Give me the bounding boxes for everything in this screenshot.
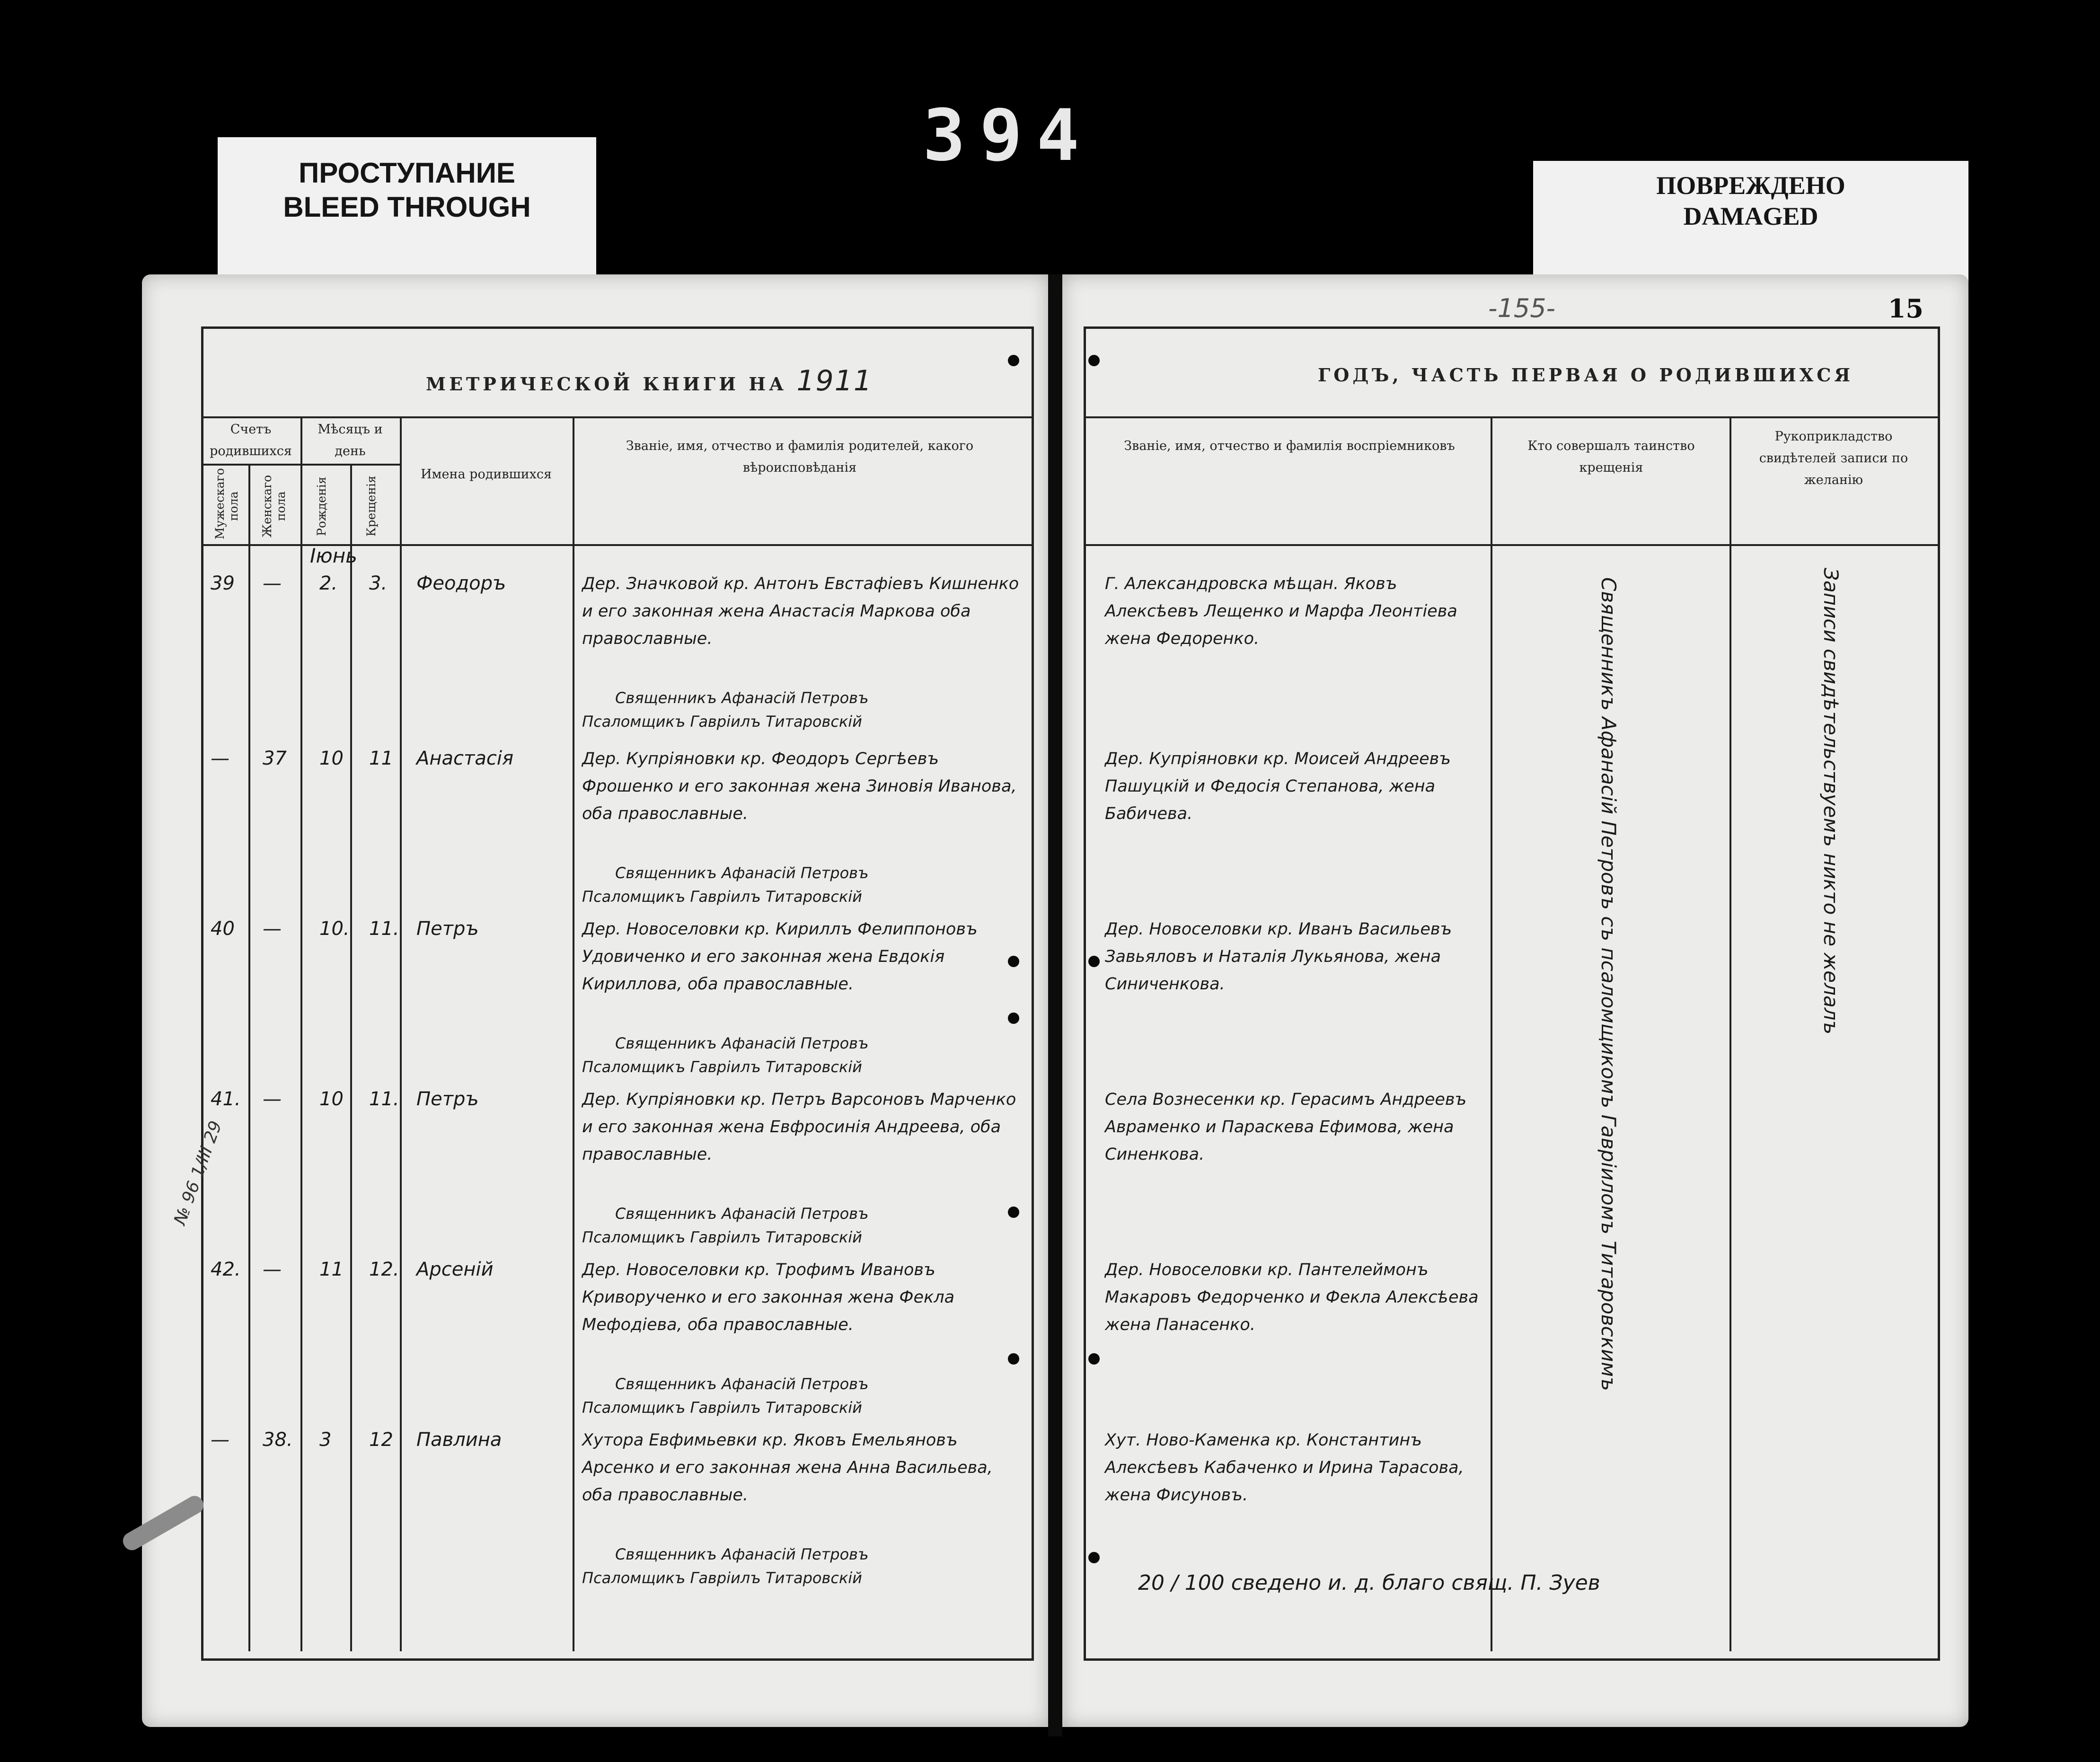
record-child-name: Павлина: [416, 1429, 502, 1451]
record-male-count: —: [211, 748, 229, 769]
bleed-through-label: [218, 137, 596, 284]
left-page: [142, 274, 1048, 1727]
bleed-through-ru: ПРОСТУПАНИЕ: [299, 157, 515, 189]
header-top-rule: [201, 416, 1034, 418]
col-head-witnesses: Рукоприкладство свидѣтелей записи по желанію: [1759, 429, 1908, 487]
left-header-text: МЕТРИЧЕСКОЙ КНИГИ НА: [426, 373, 787, 395]
witness-entry: Записи свидѣтельствуемъ никто не желалъ: [1819, 568, 1843, 1035]
col-head-month-day: Мѣсяцъ и день: [318, 422, 383, 458]
record-baptized-day: 3.: [369, 573, 388, 594]
record-male-count: 39: [211, 573, 235, 594]
record-female-count: 37: [263, 748, 287, 769]
record-parents: Дер. Новоселовки кр. Кириллъ Фелиппоновъ Удовиченко и его законная жена Евдокія Кириллова, оба православные.: [582, 920, 978, 994]
record-female-count: —: [263, 1088, 282, 1110]
folio-number: 15: [1888, 293, 1924, 324]
record-female-count: —: [263, 918, 282, 940]
col-rule-4: [400, 416, 402, 1651]
col-head-names: Имена родившихся: [420, 467, 552, 482]
record-female-count: —: [263, 1259, 282, 1280]
month-label: Іюнь: [310, 544, 357, 567]
record-born-day: 10.: [319, 918, 350, 940]
record-female-count: —: [263, 573, 282, 594]
godparents-entry: Г. Александровска мѣщан. Яковъ Алексѣевъ Лещенко и Марфа Леонтіева жена Федоренко.: [1105, 574, 1457, 648]
record-male-count: 41.: [211, 1088, 241, 1110]
record-male-count: 42.: [211, 1259, 241, 1280]
col-head-parents: Званіе, имя, отчество и фамилія родителей, какого вѣроисповѣданія: [626, 439, 974, 475]
record-parents: Дер. Новоселовки кр. Трофимъ Ивановъ Криворученко и его законная жена Фекла Мефодіева, оба православные.: [582, 1260, 955, 1334]
record-child-name: Петръ: [416, 918, 479, 940]
record-born-day: 10: [319, 1088, 344, 1110]
left-page-header: [426, 364, 873, 397]
record-child-name: Феодоръ: [416, 573, 506, 594]
record-male-count: —: [211, 1429, 229, 1451]
godparents-entry: Дер. Новоселовки кр. Пантелеймонъ Макаровъ Федорченко и Фекла Алексѣева жена Панасенко.: [1105, 1260, 1479, 1334]
record-baptized-day: 11.: [369, 1088, 399, 1110]
record-born-day: 11: [319, 1259, 344, 1280]
record-parents: Хутора Евфимьевки кр. Яковъ Емельяновъ Арсенко и его законная жена Анна Васильева, оба православные.: [582, 1431, 993, 1505]
col-head-count: Счетъ родившихся: [210, 422, 292, 458]
film-frame-number: 394: [923, 95, 1094, 177]
count-sub-rule: [201, 464, 300, 466]
record-child-name: Арсеній: [416, 1259, 494, 1280]
record-child-name: Петръ: [416, 1088, 479, 1110]
godparents-entry: Дер. Купріяновки кр. Моисей Андреевъ Пашуцкій и Федосія Степанова, жена Бабичева.: [1105, 749, 1451, 823]
bottom-note: 20 / 100 сведено и. д. благо свящ. П. Зуев: [1138, 1571, 1600, 1595]
record-priest-signature: Священникъ Афанасій Петровъ: [615, 864, 869, 882]
record-psalmist-signature: Псаломщикъ Гавріилъ Титаровскій: [582, 1228, 862, 1246]
binding-hole: [1008, 1013, 1019, 1024]
col-rule-2: [300, 416, 302, 1651]
binding-hole: [1008, 355, 1019, 366]
binding-hole: [1008, 1207, 1019, 1218]
record-male-count: 40: [211, 918, 235, 940]
record-parents: Дер. Значковой кр. Антонъ Евстафіевъ Кишненко и его законная жена Анастасія Маркова оба православные.: [582, 574, 1019, 648]
pencil-page-number: -155-: [1488, 293, 1556, 323]
record-priest-signature: Священникъ Афанасій Петровъ: [615, 1034, 869, 1052]
record-baptized-day: 11.: [369, 918, 399, 940]
header-bottom-rule: [1084, 544, 1940, 546]
record-priest-signature: Священникъ Афанасій Петровъ: [615, 1375, 869, 1393]
col-head-baptized: Крещенія: [364, 476, 378, 537]
godparents-entry: Хут. Ново-Каменка кр. Константинъ Алексѣевъ Кабаченко и Ирина Тарасова, жена Фисуновъ.: [1105, 1431, 1464, 1505]
col-rule-1: [248, 464, 250, 1651]
damaged-label: [1533, 161, 1968, 293]
binding-hole: [1088, 1552, 1100, 1563]
record-priest-signature: Священникъ Афанасій Петровъ: [615, 1545, 869, 1563]
record-born-day: 2.: [319, 573, 338, 594]
col-head-godparents: Званіе, имя, отчество и фамилія воспріемниковъ: [1124, 439, 1455, 453]
record-child-name: Анастасія: [416, 748, 513, 769]
col-head-officiant: Кто совершалъ таинство крещенія: [1527, 439, 1695, 475]
col-rule-5: [573, 416, 574, 1651]
godparents-entry: Дер. Новоселовки кр. Иванъ Васильевъ Завьяловъ и Наталія Лукьянова, жена Синиченкова.: [1105, 920, 1452, 994]
binding-hole: [1088, 355, 1100, 366]
godparents-entry: Села Вознесенки кр. Герасимъ Андреевъ Авраменко и Параскева Ефимова, жена Синенкова.: [1105, 1090, 1467, 1164]
record-psalmist-signature: Псаломщикъ Гавріилъ Титаровскій: [582, 888, 862, 906]
record-priest-signature: Священникъ Афанасій Петровъ: [615, 1205, 869, 1223]
right-page: [1062, 274, 1968, 1727]
record-baptized-day: 11: [369, 748, 393, 769]
binding-hole: [1008, 956, 1019, 967]
record-priest-signature: Священникъ Афанасій Петровъ: [615, 689, 869, 707]
record-psalmist-signature: Псаломщикъ Гавріилъ Титаровскій: [582, 1399, 862, 1417]
damaged-en: DAMAGED: [1683, 202, 1818, 230]
header-top-rule: [1084, 416, 1940, 418]
record-female-count: 38.: [263, 1429, 293, 1451]
col-rule-godparents: [1491, 416, 1492, 1651]
col-rule-3: [350, 464, 352, 1651]
binding-hole: [1088, 956, 1100, 967]
margin-note: № 96 1/III 29: [170, 1118, 226, 1228]
col-head-female: Женскаго пола: [260, 475, 288, 538]
bleed-through-en: BLEED THROUGH: [283, 191, 531, 223]
officiant-entry: Священникъ Афанасій Петровъ съ псаломщикомъ Гавріиломъ Титаровскимъ: [1597, 577, 1620, 1391]
damaged-ru: ПОВРЕЖДЕНО: [1656, 171, 1845, 200]
register-year: 1911: [796, 364, 873, 397]
record-psalmist-signature: Псаломщикъ Гавріилъ Титаровскій: [582, 1058, 862, 1076]
register-book: [142, 274, 1968, 1736]
record-psalmist-signature: Псаломщикъ Гавріилъ Титаровскій: [582, 1569, 862, 1587]
record-baptized-day: 12: [369, 1429, 393, 1451]
col-head-male: Мужескаго пола: [213, 468, 240, 539]
book-gutter: [1048, 274, 1062, 1736]
record-parents: Дер. Купріяновки кр. Феодоръ Сергѣевъ Фрошенко и его законная жена Зиновія Иванова, оба православные.: [582, 749, 1017, 823]
col-rule-officiant: [1729, 416, 1731, 1651]
binding-hole: [1088, 1353, 1100, 1365]
record-parents: Дер. Купріяновки кр. Петръ Варсоновъ Марченко и его законная жена Евфросинія Андреева, оба православные.: [582, 1090, 1016, 1164]
col-head-born: Рожденія: [315, 476, 328, 536]
right-page-header: ГОДЪ, ЧАСТЬ ПЕРВАЯ О РОДИВШИХСЯ: [1318, 364, 1854, 386]
record-born-day: 3: [319, 1429, 332, 1451]
record-born-day: 10: [319, 748, 344, 769]
record-baptized-day: 12.: [369, 1259, 399, 1280]
binding-hole: [1008, 1353, 1019, 1365]
record-psalmist-signature: Псаломщикъ Гавріилъ Титаровскій: [582, 713, 862, 731]
